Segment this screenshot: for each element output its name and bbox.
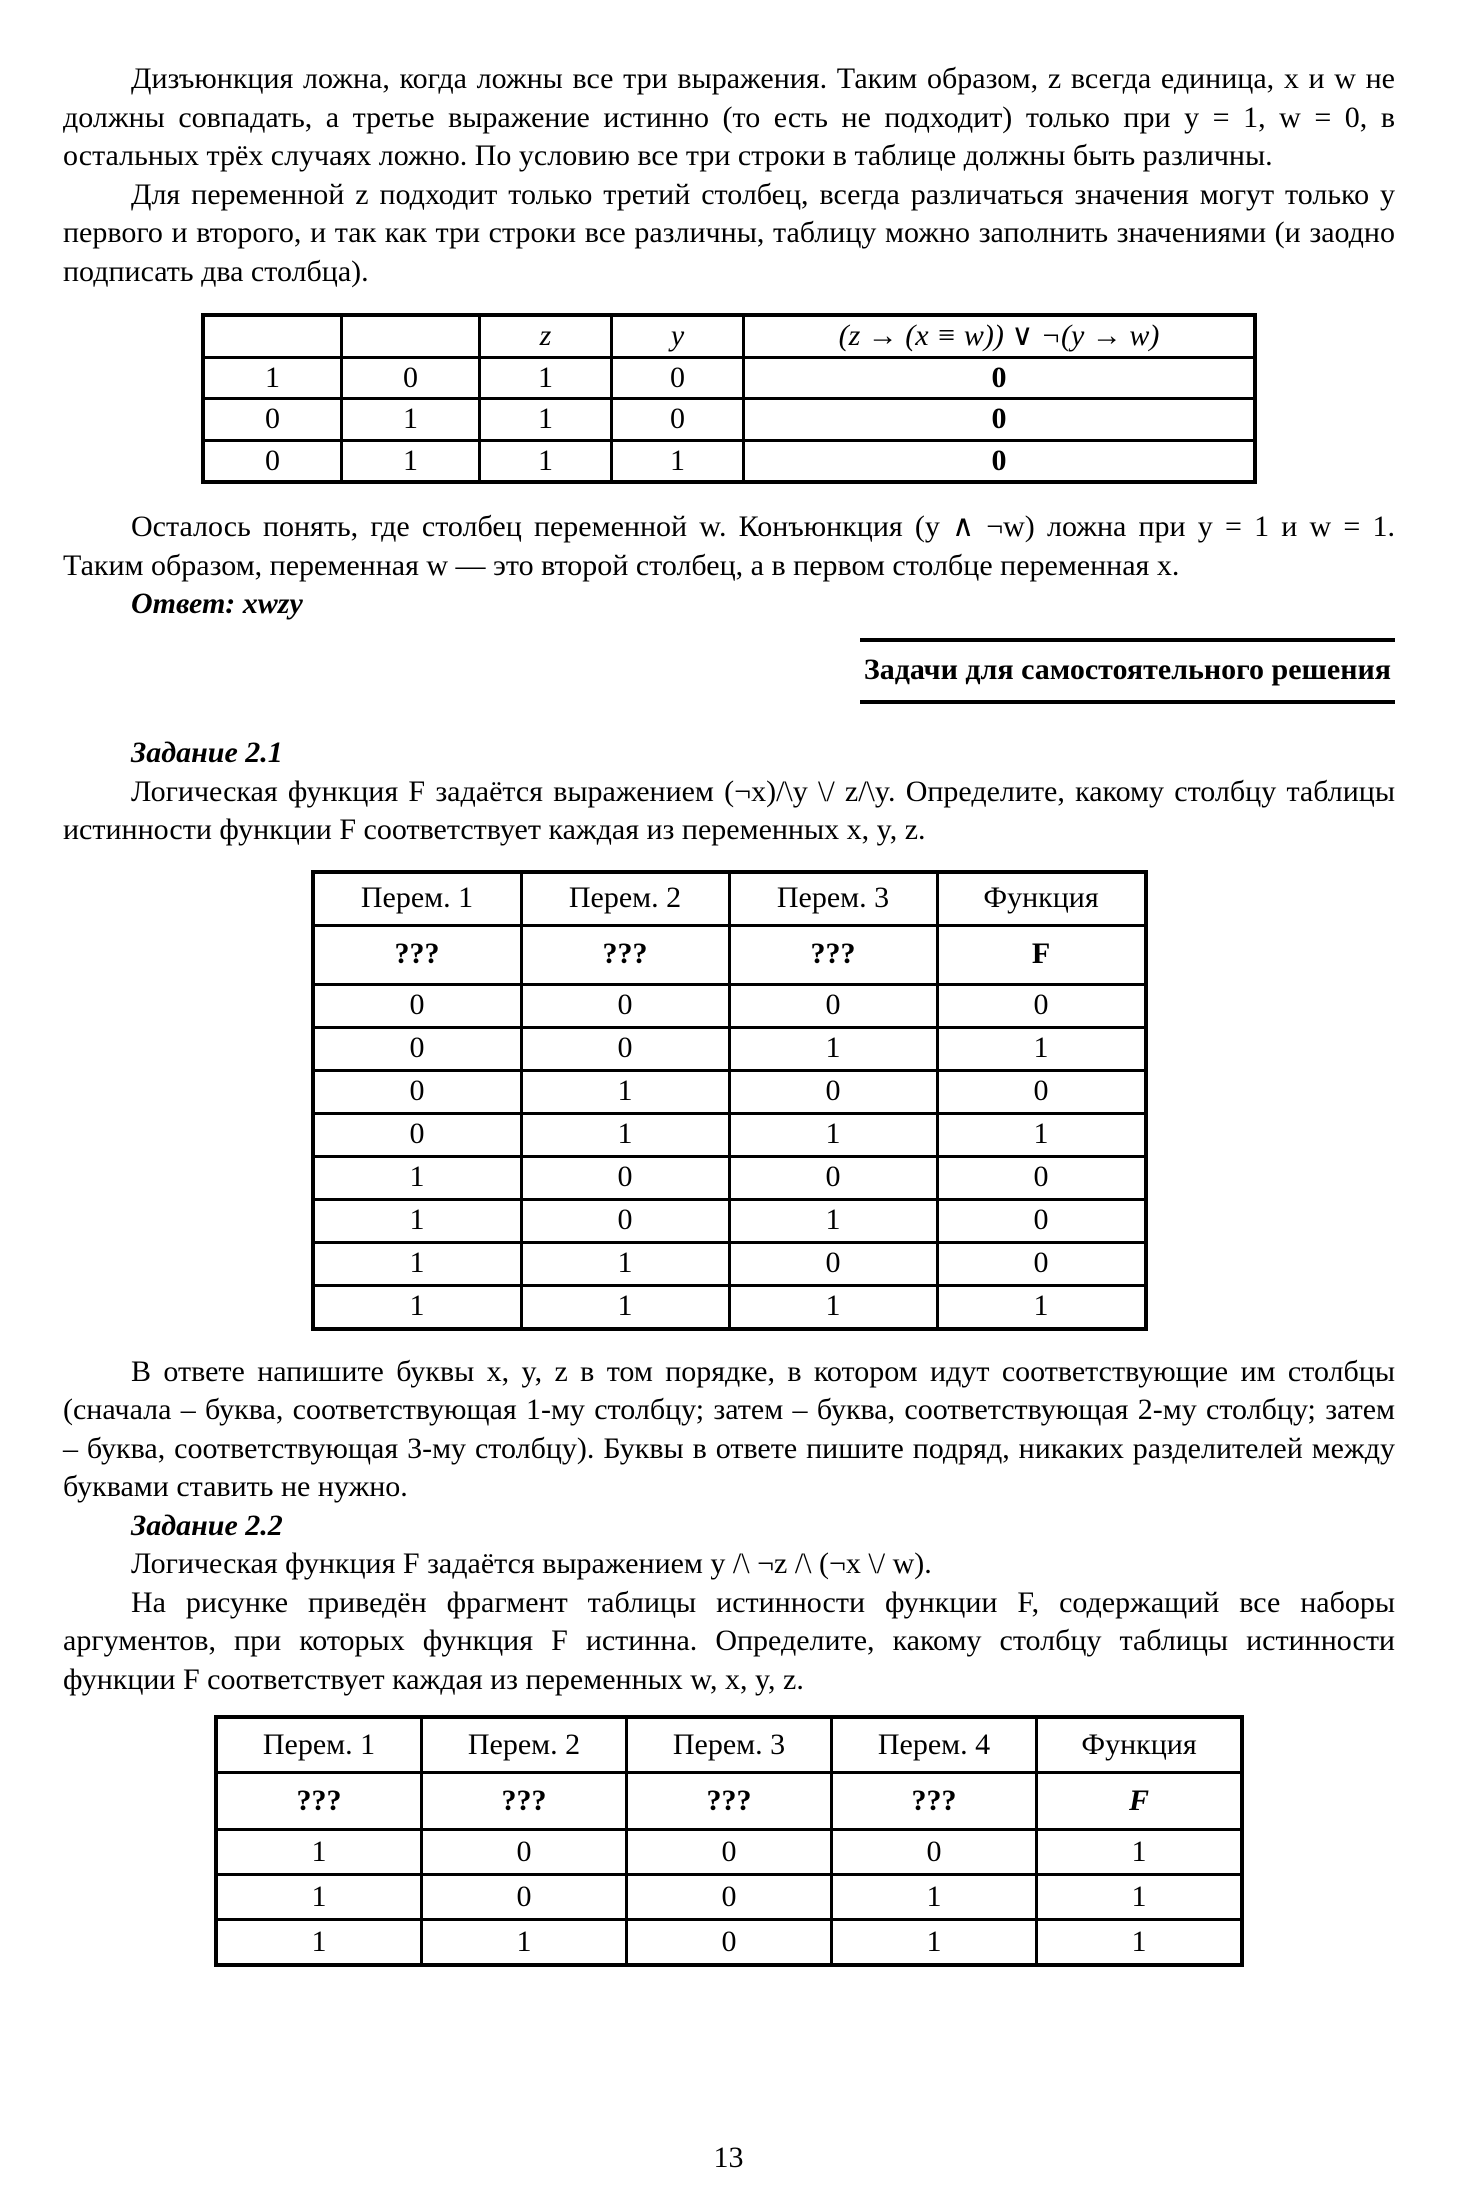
table-cell: 0: [203, 440, 342, 482]
table-subheader-row: [216, 1773, 1242, 1830]
column-header: Функция: [937, 872, 1146, 926]
table-row: [313, 1242, 1146, 1285]
table-cell: ???: [832, 1773, 1037, 1830]
table-cell: 1: [342, 440, 480, 482]
paragraph-variable-z-analysis: Для переменной z подходит только третий столбец, всегда различаться значения могут только у первого и второго, и так как три строки все различны, таблицу можно заполнить значениями (и заодно подписать два столбца).: [63, 177, 1395, 288]
table-cell: 1: [612, 440, 744, 482]
table-subheader-row: [313, 925, 1146, 984]
table-cell: ???: [216, 1773, 422, 1830]
column-header: Перем. 1: [313, 872, 522, 926]
table-header-row: [313, 872, 1146, 926]
table-header-row: [216, 1717, 1242, 1773]
table-cell: 0: [729, 1070, 937, 1113]
table-row: [203, 357, 1255, 399]
table-row: [203, 399, 1255, 441]
column-header: (z → (x ≡ w)) ∨ ¬(y → w): [744, 315, 1256, 357]
task-2-1-truth-table: [311, 870, 1148, 1331]
table-row: [216, 1920, 1242, 1966]
task-2-2-intro: Логическая функция F задаётся выражением y /\ ¬z /\ (¬x \/ w).: [131, 1547, 932, 1580]
table-row: [216, 1875, 1242, 1920]
table-cell: 1: [216, 1920, 422, 1966]
answer-line: Ответ: xwzy: [131, 587, 303, 620]
table-cell: 1: [729, 1113, 937, 1156]
table-cell: 1: [729, 1027, 937, 1070]
table-cell: 1: [313, 1285, 522, 1329]
table-cell: 0: [313, 1070, 522, 1113]
table-cell: 0: [313, 1113, 522, 1156]
table-cell: 0: [937, 984, 1146, 1027]
column-header: [342, 315, 480, 357]
task-2-1-answer-instructions: В ответе напишите буквы x, y, z в том порядке, в котором идут соответствующие им столбцы (сначала – буква, соответствующая 1-му столбцу; затем – буква, соответствующая 2-му столбцу; затем – буква, соответствующая 3-му столбцу). Буквы в ответе пишите подряд, никаких разделителей между буквами ставить не нужно.: [63, 1354, 1395, 1503]
table-cell: 0: [937, 1199, 1146, 1242]
table-cell: 1: [832, 1875, 1037, 1920]
solution-truth-table: [201, 313, 1257, 484]
table-cell: 1: [216, 1875, 422, 1920]
table-row: [313, 1285, 1146, 1329]
column-header: Перем. 2: [422, 1717, 627, 1773]
paragraph-disjunction-analysis: Дизъюнкция ложна, когда ложны все три выражения. Таким образом, z всегда единица, x и w не должны совпадать, а третье выражение истинно (то есть не подходит) только при y = 1, w = 0, в остальных трёх случаях ложно. По условию все три строки в таблице должны быть различны.: [63, 62, 1395, 172]
table-cell: 0: [422, 1830, 627, 1875]
table-cell: 0: [744, 357, 1256, 399]
table-cell: 0: [627, 1830, 832, 1875]
paragraph-variable-w-analysis: Осталось понять, где столбец переменной w. Конъюнкция (y ∧ ¬w) ложна при y = 1 и w = 1. Таким образом, переменная w — это второй столбец, а в первом столбце переменная x.: [63, 510, 1395, 582]
column-header: Перем. 3: [729, 872, 937, 926]
table-cell: 1: [313, 1199, 522, 1242]
section-heading: Задачи для самостоятельного решения: [860, 638, 1395, 705]
column-header: Перем. 1: [216, 1717, 422, 1773]
table-cell: 0: [342, 357, 480, 399]
table-cell: 1: [216, 1830, 422, 1875]
table-cell: 0: [627, 1920, 832, 1966]
section-header-container: [63, 638, 1395, 705]
column-header: y: [612, 315, 744, 357]
table-cell: 0: [744, 440, 1256, 482]
column-header: Перем. 4: [832, 1717, 1037, 1773]
table-cell: 0: [521, 1027, 729, 1070]
task-2-1-intro: Логическая функция F задаётся выражением (¬x)/\y \/ z/\y. Определите, какому столбцу таблицы истинности функции F соответствует каждая из переменных x, y, z.: [63, 774, 1395, 846]
table-cell: 1: [203, 357, 342, 399]
table-cell: 0: [612, 399, 744, 441]
table-row: [313, 1027, 1146, 1070]
table-row: [203, 440, 1255, 482]
table-header-row: [203, 315, 1255, 357]
table-row: [313, 1199, 1146, 1242]
table-cell: 1: [729, 1199, 937, 1242]
task-2-2-description: На рисунке приведён фрагмент таблицы истинности функции F, содержащий все наборы аргументов, при которых функция F истинна. Определите, какому столбцу таблицы истинности функции F соответствует каждая из переменных w, x, y, z.: [63, 1585, 1395, 1696]
column-header: [203, 315, 342, 357]
task-2-1-heading: Задание 2.1: [131, 736, 283, 769]
page-number: 13: [713, 2140, 744, 2174]
table-cell: 1: [313, 1242, 522, 1285]
table-cell: 0: [744, 399, 1256, 441]
table-cell: 0: [729, 984, 937, 1027]
table-cell: 1: [832, 1920, 1037, 1966]
table-cell: 1: [937, 1285, 1146, 1329]
table-cell: 1: [1037, 1830, 1243, 1875]
table-cell: 0: [521, 1199, 729, 1242]
table-cell: 0: [422, 1875, 627, 1920]
table-cell: 0: [313, 984, 522, 1027]
table-cell: 0: [313, 1027, 522, 1070]
task-2-2-heading: Задание 2.2: [131, 1508, 283, 1542]
column-header: Перем. 3: [627, 1717, 832, 1773]
table-cell: 1: [480, 399, 612, 441]
task-2-2-truth-table: [214, 1715, 1244, 1967]
table-cell: 0: [937, 1156, 1146, 1199]
table-cell: F: [937, 925, 1146, 984]
column-header: Функция: [1037, 1717, 1243, 1773]
table-cell: ???: [313, 925, 522, 984]
table-cell: 1: [1037, 1875, 1243, 1920]
table-row: [313, 1156, 1146, 1199]
table-cell: 1: [422, 1920, 627, 1966]
table-cell: ???: [729, 925, 937, 984]
table-row: [313, 984, 1146, 1027]
table-cell: 1: [480, 440, 612, 482]
table-cell: F: [1037, 1773, 1243, 1830]
table-cell: 0: [203, 399, 342, 441]
table-cell: 1: [521, 1070, 729, 1113]
table-cell: 1: [729, 1285, 937, 1329]
column-header: Перем. 2: [521, 872, 729, 926]
table-cell: 1: [521, 1113, 729, 1156]
table-cell: 1: [480, 357, 612, 399]
table-cell: 0: [729, 1242, 937, 1285]
table-row: [313, 1070, 1146, 1113]
table-cell: 1: [937, 1113, 1146, 1156]
table-cell: 0: [937, 1242, 1146, 1285]
table-cell: 0: [612, 357, 744, 399]
table-cell: ???: [422, 1773, 627, 1830]
table-cell: 1: [521, 1285, 729, 1329]
column-header: z: [480, 315, 612, 357]
table-cell: 0: [937, 1070, 1146, 1113]
table-cell: 1: [342, 399, 480, 441]
table-cell: ???: [627, 1773, 832, 1830]
table-cell: 0: [521, 1156, 729, 1199]
table-cell: 1: [313, 1156, 522, 1199]
table-row: [313, 1113, 1146, 1156]
table-cell: ???: [521, 925, 729, 984]
table-cell: 1: [1037, 1920, 1243, 1966]
table-cell: 1: [521, 1242, 729, 1285]
table-cell: 0: [832, 1830, 1037, 1875]
table-cell: 0: [627, 1875, 832, 1920]
table-cell: 0: [729, 1156, 937, 1199]
table-cell: 0: [521, 984, 729, 1027]
table-row: [216, 1830, 1242, 1875]
table-cell: 1: [937, 1027, 1146, 1070]
